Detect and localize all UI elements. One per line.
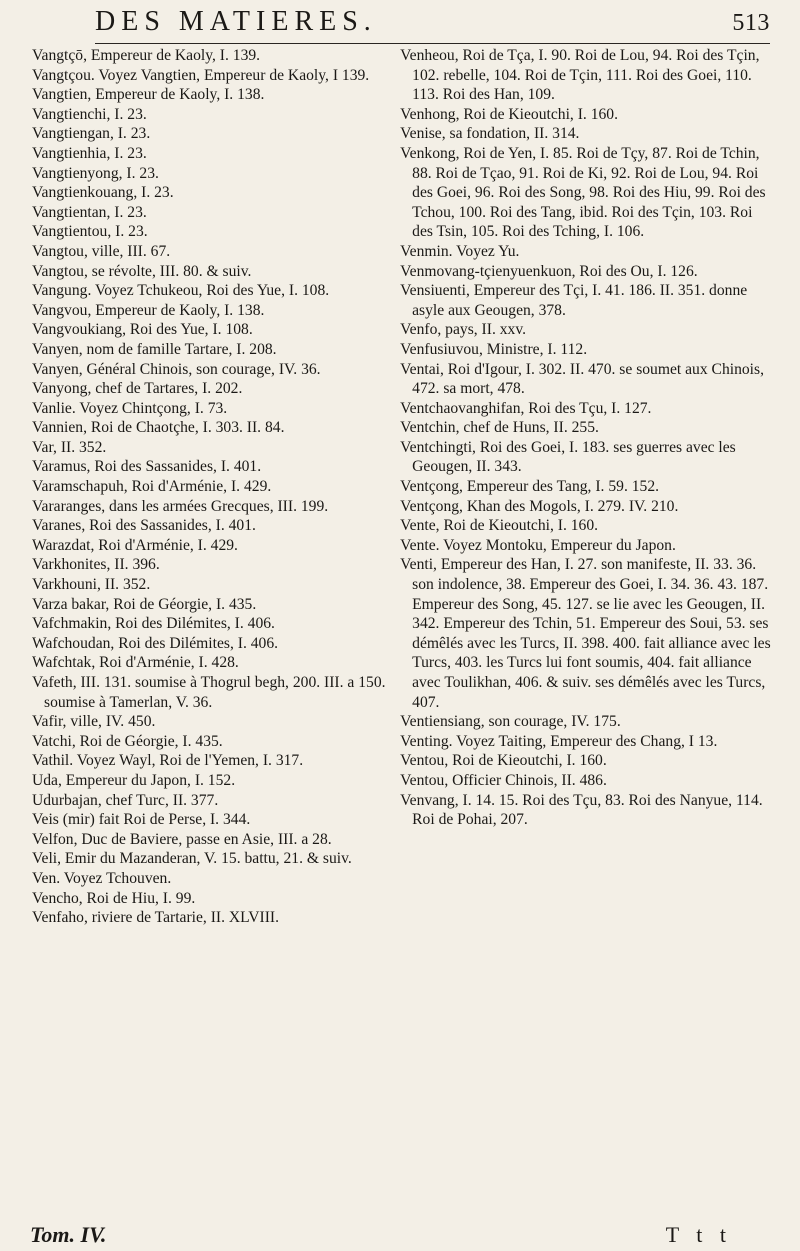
index-entry: Vangtien, Empereur de Kaoly, I. 138. xyxy=(32,86,265,104)
index-entry: Vangtientan, I. 23. xyxy=(32,203,147,221)
index-entry: Ven. Voyez Tchouven. xyxy=(32,869,172,887)
index-entry: Varkhonites, II. 396. xyxy=(32,556,160,574)
index-entry: Vafchmakin, Roi des Dilémites, I. 406. xyxy=(32,615,275,633)
index-entry: Vangvoukiang, Roi des Yue, I. 108. xyxy=(32,321,253,339)
index-entry: Vangtiengan, I. 23. xyxy=(32,125,151,143)
index-entry: Venvang, I. 14. 15. Roi des Tçu, 83. Roi des Nanyue, 114. Roi de Pohai, 207. xyxy=(400,791,763,829)
index-entry: Varza bakar, Roi de Géorgie, I. 435. xyxy=(32,595,257,613)
index-entry: Vanyong, chef de Tartares, I. 202. xyxy=(32,380,243,398)
index-entry: Vangtou, se révolte, III. 80. & suiv. xyxy=(32,262,252,280)
index-entry: Ventou, Roi de Kieoutchi, I. 160. xyxy=(400,752,607,770)
index-entry: Wafchoudan, Roi des Dilémites, I. 406. xyxy=(32,634,279,652)
index-entry: Varanes, Roi des Sassanides, I. 401. xyxy=(32,517,256,535)
index-entry: Vafeth, III. 131. soumise à Thogrul begh, 200. III. a 150. soumise à Tamerlan, V. 36. xyxy=(32,674,386,711)
index-entry: Venmovang-tçienyuenkuon, Roi des Ou, I. 126. xyxy=(400,262,698,280)
index-entry: Var, II. 352. xyxy=(32,438,107,456)
index-entry: Vangtientou, I. 23. xyxy=(32,223,148,241)
index-entry: Ventiensiang, son courage, IV. 175. xyxy=(400,713,621,731)
index-entry: Ventou, Officier Chinois, II. 486. xyxy=(400,771,607,789)
signature-mark: T t t xyxy=(665,1222,732,1247)
index-entry: Velfon, Duc de Baviere, passe en Asie, III. a 28. xyxy=(32,830,332,848)
index-entry: Ventchaovanghifan, Roi des Tçu, I. 127. xyxy=(400,399,652,417)
left-column xyxy=(32,46,386,928)
index-entry: Varkhouni, II. 352. xyxy=(32,576,151,594)
index-entry: Uda, Empereur du Japon, I. 152. xyxy=(32,771,236,789)
index-entry: Vafir, ville, IV. 450. xyxy=(32,713,156,731)
index-entry: Vangtçō, Empereur de Kaoly, I. 139. xyxy=(32,47,261,64)
index-entry: Udurbajan, chef Turc, II. 377. xyxy=(32,791,219,809)
index-entry: Vanyen, Général Chinois, son courage, IV. 36. xyxy=(32,360,321,378)
index-entry: Venkong, Roi de Yen, I. 85. Roi de Tçy, 87. Roi de Tchin, 88. Roi de Tçao, 91. Roi de Ki, 92. Roi de Lou, 94. Roi des Goei, 96. Roi des Song, 98. Roi des Hiu, 99. Roi des Tchou, 100. Roi des Tang, ibid. Roi des Tçin, 103. Roi des Tsin, 105. Roi des Tching, I. 106. xyxy=(400,144,766,241)
index-entry: Warazdat, Roi d'Arménie, I. 429. xyxy=(32,536,238,554)
index-entry: Vente. Voyez Montoku, Empereur du Japon. xyxy=(400,536,676,554)
index-entry: Vararanges, dans les armées Grecques, III. 199. xyxy=(32,497,329,515)
index-entry: Ventchingti, Roi des Goei, I. 183. ses guerres avec les Geougen, II. 343. xyxy=(400,438,736,476)
index-entry: Ventçong, Khan des Mogols, I. 279. IV. 210. xyxy=(400,497,679,515)
running-head xyxy=(95,4,770,44)
index-entry: Varamus, Roi des Sassanides, I. 401. xyxy=(32,458,262,476)
index-entry: Wafchtak, Roi d'Arménie, I. 428. xyxy=(32,654,239,672)
index-entry: Vente, Roi de Kieoutchi, I. 160. xyxy=(400,517,599,535)
index-entry: Vangtienchi, I. 23. xyxy=(32,105,147,123)
index-entry: Vannien, Roi de Chaotçhe, I. 303. II. 84. xyxy=(32,419,285,437)
index-entry: Venfo, pays, II. xxv. xyxy=(400,321,527,339)
index-entry: Vathil. Voyez Wayl, Roi de l'Yemen, I. 317. xyxy=(32,752,304,770)
index-entry: Vangtienyong, I. 23. xyxy=(32,164,159,182)
index-entry: Venting. Voyez Taiting, Empereur des Chang, I 13. xyxy=(400,732,718,750)
index-entry: Vangtienkouang, I. 23. xyxy=(32,184,174,202)
index-entry: Venti, Empereur des Han, I. 27. son manifeste, II. 33. 36. son indolence, 38. Empereur des Goei, I. 34. 36. 43. 187. Empereur des Song, 45. 127. se lie avec les Geougen, II. 342. Empereur des Tchin, 51. Empereur des Soui, 53. ses démêlés avec les Turcs, II. 398. 400. fait alliance avec les Turcs, 403. les Turcs lui font soumis, 404. fait alliance avec Toulikhan, 406. & suiv. ses démêlés avec les Turcs, 407. xyxy=(400,556,771,711)
index-entry: Venise, sa fondation, II. 314. xyxy=(400,125,580,143)
page-footer xyxy=(30,1222,772,1248)
index-entry: Varamschapuh, Roi d'Arménie, I. 429. xyxy=(32,478,272,496)
index-entry: Veli, Emir du Mazanderan, V. 15. battu, 21. & suiv. xyxy=(32,850,352,868)
header-rule xyxy=(95,43,770,44)
volume-label: Tom. IV. xyxy=(30,1222,107,1247)
index-entry: Vangung. Voyez Tchukeou, Roi des Yue, I. 108. xyxy=(32,282,330,300)
running-head-title: DES MATIERES. xyxy=(95,6,377,37)
index-entry: Venfaho, riviere de Tartarie, II. XLVIII. xyxy=(32,909,280,927)
index-entry: Venmin. Voyez Yu. xyxy=(400,242,520,260)
index-entry: Venhong, Roi de Kieoutchi, I. 160. xyxy=(400,105,618,123)
index-entry: Veis (mir) fait Roi de Perse, I. 344. xyxy=(32,811,251,829)
index-entry: Ventai, Roi d'Igour, I. 302. II. 470. se soumet aux Chinois, 472. sa mort, 478. xyxy=(400,360,764,398)
index-columns xyxy=(32,46,772,928)
page-number: 513 xyxy=(732,10,770,36)
index-entry: Vangtienhia, I. 23. xyxy=(32,144,147,162)
index-entry: Ventchin, chef de Huns, II. 255. xyxy=(400,419,599,437)
index-entry: Vangtçou. Voyez Vangtien, Empereur de Kaoly, I 139. xyxy=(32,66,370,84)
index-entry: Venfusiuvou, Ministre, I. 112. xyxy=(400,340,588,358)
index-entry: Vangtou, ville, III. 67. xyxy=(32,242,171,260)
index-entry: Ventçong, Empereur des Tang, I. 59. 152. xyxy=(400,478,660,496)
index-entry: Vensiuenti, Empereur des Tçi, I. 41. 186. II. 351. donne asyle aux Geougen, 378. xyxy=(400,282,748,319)
index-entry: Vatchi, Roi de Géorgie, I. 435. xyxy=(32,732,223,750)
index-entry: Vanyen, nom de famille Tartare, I. 208. xyxy=(32,340,277,358)
right-column xyxy=(400,46,772,928)
index-entry: Venheou, Roi de Tça, I. 90. Roi de Lou, 94. Roi des Tçin, 102. rebelle, 104. Roi de Tçin, 111. Roi des Goei, 110. 113. Roi des Han, 109. xyxy=(400,47,760,104)
index-entry: Vanlie. Voyez Chintçong, I. 73. xyxy=(32,399,228,417)
index-entry: Vencho, Roi de Hiu, I. 99. xyxy=(32,889,196,907)
index-entry: Vangvou, Empereur de Kaoly, I. 138. xyxy=(32,301,265,319)
